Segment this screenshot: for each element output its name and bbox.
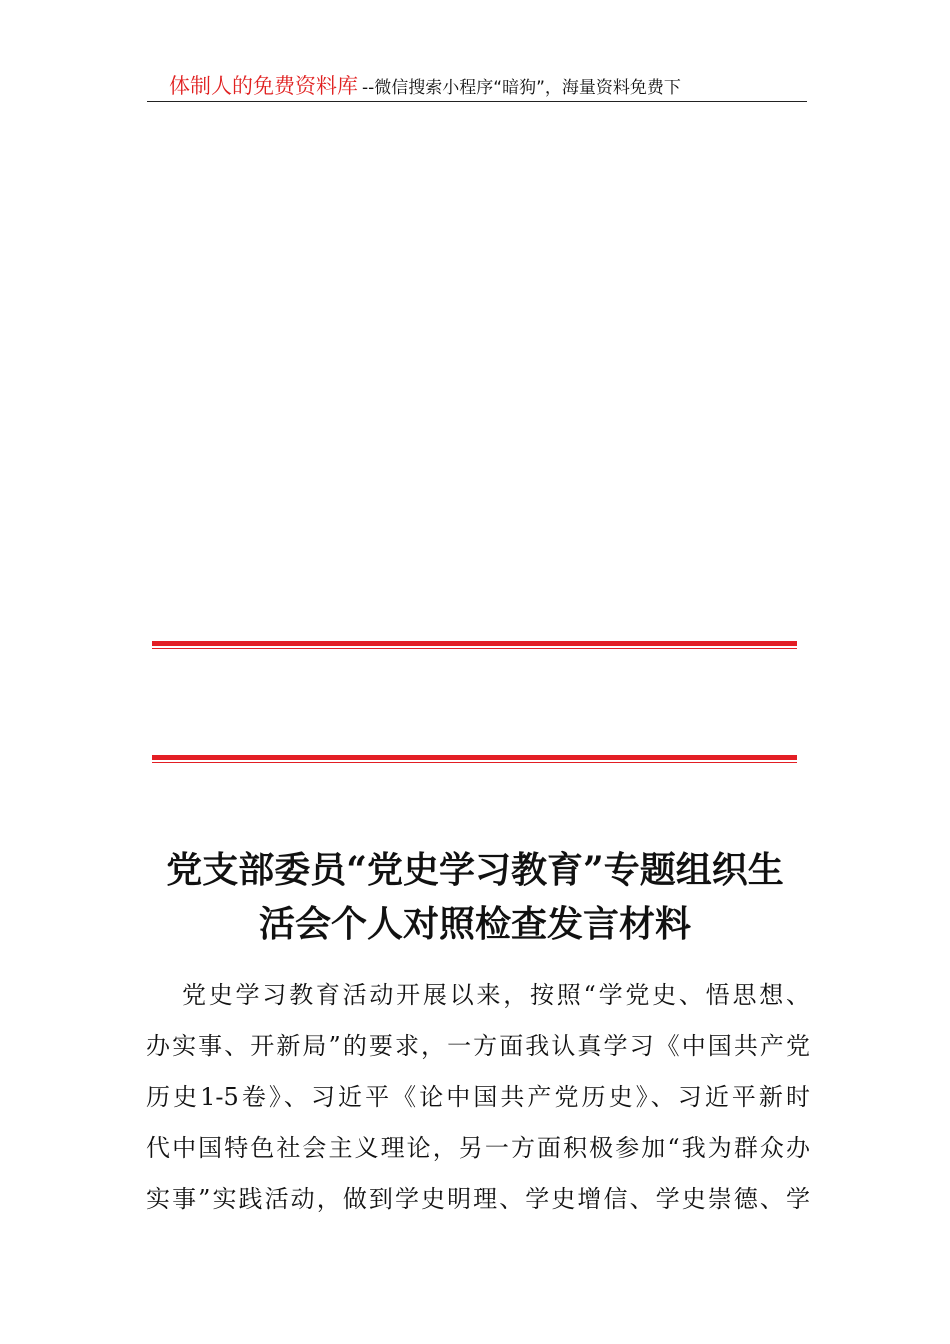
page-header: [147, 70, 807, 103]
body-line-3: 历史1-5卷》、习近平《论中国共产党历史》、习近平新时: [146, 1083, 810, 1111]
body-line-2: 办实事、开新局”的要求，一方面我认真学习《中国共产党: [146, 1032, 810, 1060]
header-brand-text: 体制人的免费资料库: [169, 74, 358, 98]
title-line-1: 党支部委员“党史学习教育”专题组织生: [166, 849, 784, 891]
body-line-5: 实事”实践活动，做到学史明理、学史增信、学史崇德、学: [146, 1185, 810, 1213]
document-title: [130, 843, 820, 951]
red-divider-top: [152, 641, 797, 649]
document-body: [146, 970, 810, 1225]
header-slogan-text: --微信搜索小程序“暗狗”，海量资料免费下: [362, 78, 681, 98]
red-divider-bottom: [152, 755, 797, 763]
title-line-2: 活会个人对照检查发言材料: [258, 903, 691, 945]
header-underline: [147, 101, 807, 102]
body-line-4: 代中国特色社会主义理论，另一方面积极参加“我为群众办: [146, 1134, 810, 1162]
body-line-1: 党史学习教育活动开展以来，按照“学党史、悟思想、: [182, 981, 810, 1009]
